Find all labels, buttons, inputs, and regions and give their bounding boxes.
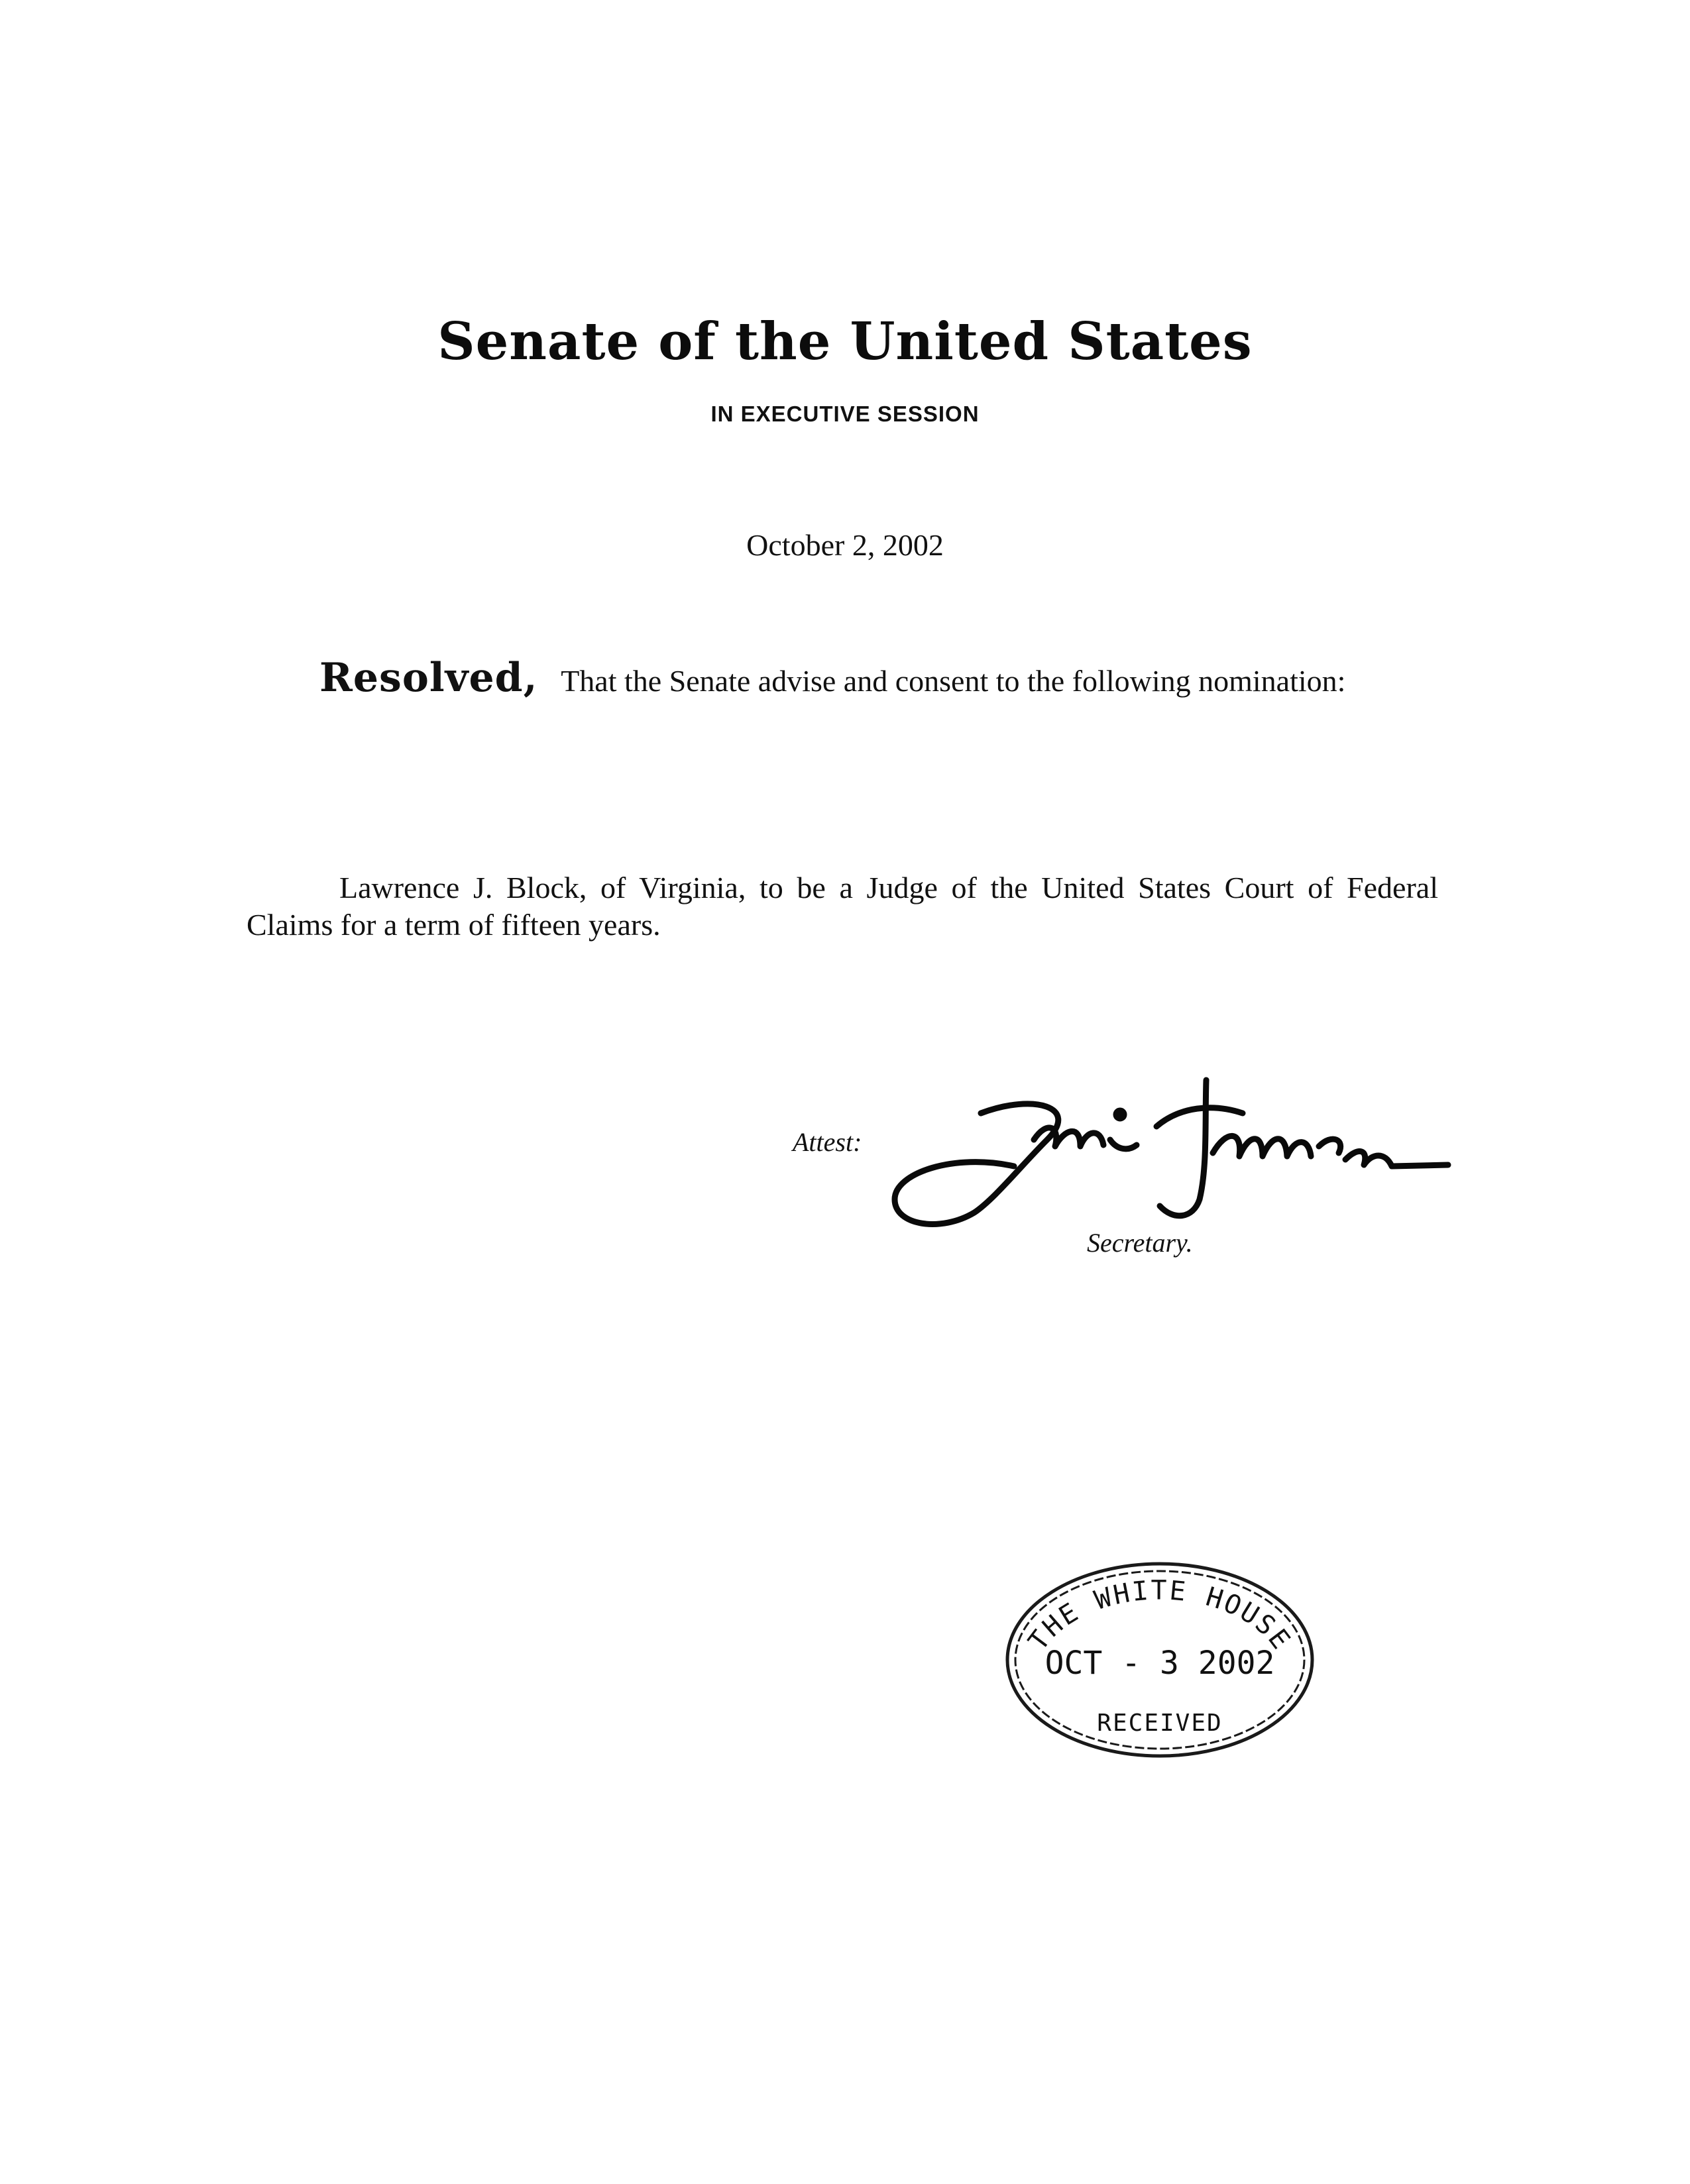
- resolved-word: Resolved,: [319, 655, 538, 701]
- resolution-text: That the Senate advise and consent to the following nomination:: [561, 664, 1346, 698]
- white-house-received-stamp: [1001, 1557, 1319, 1763]
- stamp-top-text: THE WHITE HOUSE: [1023, 1575, 1297, 1657]
- attest-label: Attest:: [793, 1127, 862, 1157]
- secretary-label: Secretary.: [1087, 1228, 1193, 1258]
- document-title: Senate of the United States: [437, 311, 1253, 372]
- session-subtitle: IN EXECUTIVE SESSION: [710, 402, 980, 426]
- stamp-bottom-text: RECEIVED: [1097, 1710, 1223, 1737]
- stamp-date: OCT - 3 2002: [1044, 1645, 1275, 1682]
- nomination-paragraph: Lawrence J. Block, of Virginia, to be a Judge of the United States Court of Federal Claims for a term of fifteen years.: [247, 871, 1438, 942]
- document-date: October 2, 2002: [746, 528, 944, 562]
- resolution-line: [319, 655, 1345, 701]
- secretary-signature: [881, 1067, 1451, 1239]
